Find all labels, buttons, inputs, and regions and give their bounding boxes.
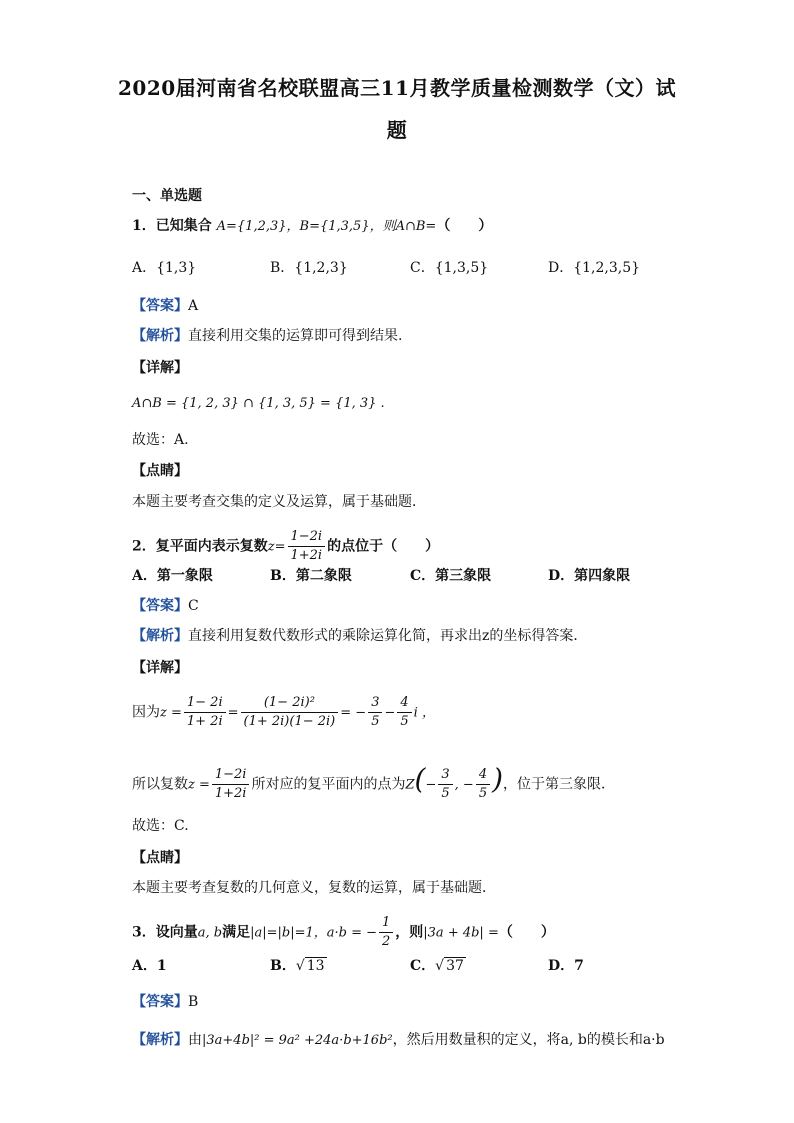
q3-option-d: D．7 [548, 958, 584, 974]
q1-option-c: C．{1,3,5} [410, 260, 489, 276]
q2-calc-line: 因为z = $\frac{1- 2i}{1+ 2i}$ = $\frac{\text{(1− 2i)²}}{(1+ 2i)(1- 2i)}$ = − $\frac{3}{5}$ − $\frac{4}{5}$ i ， [132, 695, 435, 729]
section-heading: 一、单选题 [132, 188, 202, 204]
q1-answer: 【答案】A [132, 298, 199, 314]
q1-option-a: A．{1,3} [132, 260, 197, 276]
q3-analysis: 【解析】由|3a+4b|² = 9a² +24a·b+16b²，然后用数量积的定义，将a, b的模长和a·b [132, 1032, 665, 1048]
q3-option-b: B．√ 13 [270, 958, 325, 974]
q2-stem: 2．复平面内表示复数z= $\frac{1-2i}{1+2i}$ 的点位于（ ） [132, 529, 440, 563]
q1-stem-math: A={1,2,3}，B={1,3,5}，则A∩B= [216, 219, 437, 234]
q1-stem: 1．已知集合 A={1,2,3}，B={1,3,5}，则A∩B=（ ） [132, 218, 493, 234]
q2-option-d: D．第四象限 [548, 568, 631, 584]
q3-answer: 【答案】B [132, 994, 199, 1010]
q2-analysis: 【解析】直接利用复数代数形式的乘除运算化简，再求出z的坐标得答案． [132, 628, 588, 644]
q1-detail-tag: 【详解】 [132, 360, 188, 376]
q2-answer: 【答案】C [132, 598, 199, 614]
q2-option-c: C．第三象限 [410, 568, 492, 584]
q3-option-c: C．√ 37 [410, 958, 464, 974]
q1-option-d: D．{1,2,3,5} [548, 260, 641, 276]
q1-detail: A∩B = {1, 2, 3} ∩ {1, 3, 5} = {1, 3} . [132, 396, 385, 411]
q2-so-line: 所以复数z = $\frac{1-2i}{1+2i}$ 所对应的复平面内的点为Z(− $\frac{3}{5}$ , − $\frac{4}{5}$ )，位于第三象限． [132, 762, 616, 801]
q2-option-b: B．第二象限 [270, 568, 352, 584]
q3-stem: 3．设向量a, b满足|a|=|b|=1，a·b = − $\frac{1}{2}$ ，则|3a + 4b| =（ ） [132, 915, 555, 949]
q2-detail-tag: 【详解】 [132, 660, 188, 676]
q1-comment: 本题主要考查交集的定义及运算，属于基础题． [132, 494, 426, 510]
q1-option-b: B．{1,2,3} [270, 260, 348, 276]
q1-choose: 故选：A. [132, 432, 189, 448]
q1-comment-tag: 【点睛】 [132, 463, 188, 479]
q1-analysis: 【解析】直接利用交集的运算即可得到结果. [132, 328, 403, 344]
q2-comment-tag: 【点睛】 [132, 850, 188, 866]
q2-comment: 本题主要考查复数的几何意义，复数的运算，属于基础题． [132, 880, 496, 896]
exam-title-cont: 题 [386, 118, 408, 142]
exam-title: 2020届河南省名校联盟高三11月教学质量检测数学（文）试 [118, 76, 676, 100]
q2-option-a: A．第一象限 [132, 568, 213, 584]
q3-option-a: A．1 [132, 958, 167, 974]
q2-stem-fraction: $\frac{1-2i}{1+2i}$ [288, 528, 326, 565]
q2-choose: 故选：C. [132, 818, 189, 834]
